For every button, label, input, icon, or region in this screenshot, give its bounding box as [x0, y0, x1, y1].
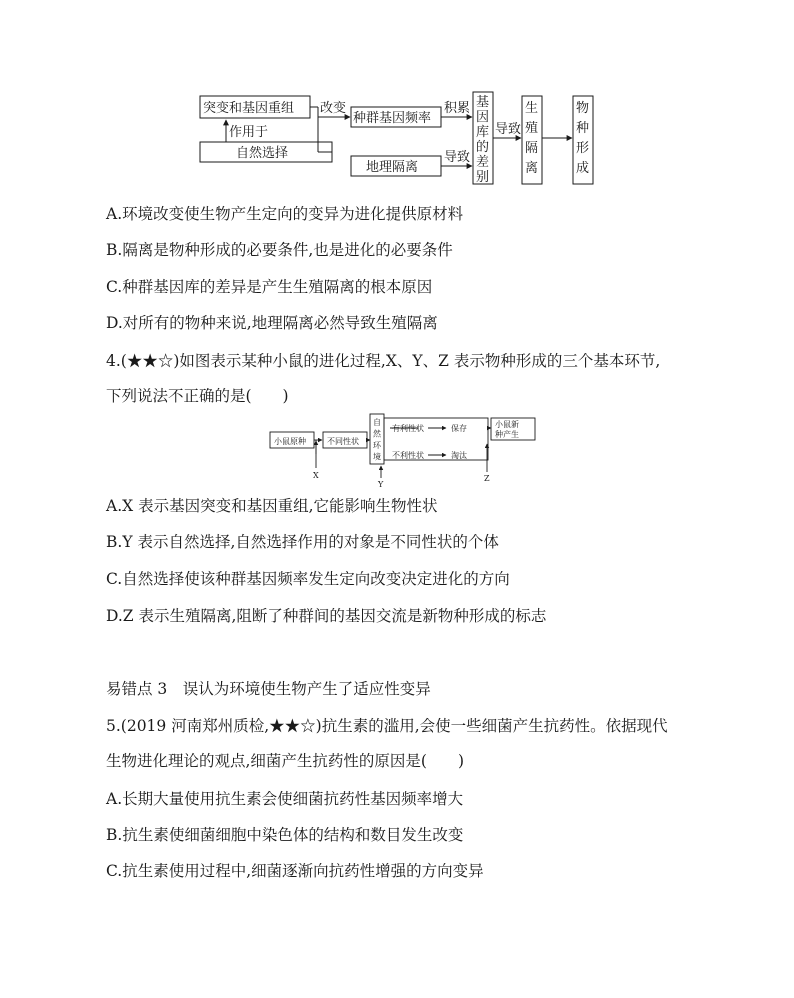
change-label: 改变: [320, 101, 347, 116]
env-column-text: [373, 417, 382, 462]
q5-stem-line1: [106, 716, 668, 736]
origin-box: [270, 432, 314, 448]
genepool-char: 基: [476, 95, 490, 110]
fav-trait-label: 有利性状: [392, 424, 424, 433]
difficulty-star-outline-icon: ☆: [300, 717, 316, 735]
q5-option-b[interactable]: B.抗生素使细菌细胞中染色体的结构和数目发生改变: [106, 826, 464, 844]
q4-prefix: 4.(: [106, 352, 127, 370]
env-char: 然: [373, 429, 381, 439]
traits-label: 不同性状: [327, 437, 359, 446]
q4-stem-line2: 下列说法不正确的是( ): [106, 387, 289, 405]
q5-prefix: 5.(2019 河南郑州质检,: [106, 717, 270, 735]
repro-char: 离: [525, 161, 539, 176]
repro-column-text: [525, 100, 538, 176]
repro-char: 殖: [525, 121, 539, 136]
q4-text: )如图表示某种小鼠的进化过程,X、Y、Z 表示物种形成的三个基本环节,: [173, 352, 661, 370]
keep-label: 保存: [451, 424, 467, 433]
origin-label: 小鼠原种: [274, 437, 306, 446]
eliminate-label: 淘汰: [451, 451, 467, 460]
traits-box: [323, 432, 367, 448]
frequency-label: 种群基因频率: [353, 111, 432, 126]
env-char: 自: [373, 418, 381, 427]
unfav-trait-label: 不利性状: [392, 451, 424, 460]
q3-option-d[interactable]: D.对所有的物种来说,地理隔离必然导致生殖隔离: [106, 314, 438, 332]
env-char: 环: [373, 441, 381, 450]
new-species-line2: 种产生: [495, 430, 519, 439]
q4-option-c[interactable]: C.自然选择使该种群基因频率发生定向改变决定进化的方向: [106, 570, 510, 588]
q5-text: )抗生素的滥用,会使一些细菌产生抗药性。依据现代: [315, 717, 668, 735]
q4-option-a[interactable]: A.X 表示基因突变和基因重组,它能影响生物性状: [106, 497, 438, 515]
genepool-column-text: [476, 95, 489, 185]
lead1-label: 导致: [444, 150, 471, 165]
env-char: 境: [373, 452, 381, 462]
genepool-char: 差: [476, 155, 490, 170]
repro-char: 生: [525, 101, 539, 116]
acts-on-label: 作用于: [229, 125, 269, 140]
genepool-char: 别: [476, 170, 490, 185]
q3-option-a[interactable]: A.环境改变使生物产生定向的变异为进化提供原材料: [106, 205, 464, 223]
new-species-line1: 小鼠新: [495, 420, 519, 429]
difficulty-stars-icon: ★★: [126, 352, 158, 370]
geo-isolation-label: 地理隔离: [366, 160, 419, 175]
species-char: 种: [576, 121, 590, 136]
genepool-char: 的: [476, 140, 490, 155]
q5-option-c[interactable]: C.抗生素使用过程中,细菌逐渐向抗药性增强的方向变异: [106, 862, 484, 880]
lead2-label: 导致: [495, 122, 522, 137]
outcome-frame: [384, 418, 488, 460]
q4-option-d[interactable]: D.Z 表示生殖隔离,阻断了种群间的基因交流是新物种形成的标志: [106, 607, 547, 625]
q4-stem-line1: [106, 351, 660, 371]
difficulty-star-outline-icon: ☆: [157, 352, 174, 370]
speciation-flow-diagram: [0, 0, 794, 200]
new-species-box: [491, 418, 535, 440]
species-char: 成: [576, 161, 590, 176]
z-label: Z: [484, 474, 490, 483]
difficulty-stars-icon: ★★: [269, 717, 301, 735]
mutation-label: 突变和基因重组: [203, 101, 295, 116]
y-label: Y: [378, 480, 384, 489]
selection-label: 自然选择: [236, 146, 289, 161]
genepool-char: 库: [476, 125, 490, 140]
repro-char: 隔: [525, 141, 539, 156]
q4-option-b[interactable]: B.Y 表示自然选择,自然选择作用的对象是不同性状的个体: [106, 533, 499, 551]
q3-option-b[interactable]: B.隔离是物种形成的必要条件,也是进化的必要条件: [106, 241, 453, 259]
section-3-title: 易错点 3 误认为环境使生物产生了适应性变异: [106, 680, 431, 698]
q3-option-c[interactable]: C.种群基因库的差异是产生生殖隔离的根本原因: [106, 278, 433, 296]
accumulate-label: 积累: [444, 101, 471, 116]
species-char: 物: [576, 101, 590, 116]
q5-option-a[interactable]: A.长期大量使用抗生素会使细菌抗药性基因频率增大: [106, 790, 464, 808]
species-column-text: [576, 100, 589, 176]
env-column: [370, 414, 384, 464]
x-label: X: [313, 471, 319, 480]
species-char: 形: [576, 141, 590, 156]
genepool-char: 因: [476, 110, 490, 125]
q5-stem-line2: 生物进化理论的观点,细菌产生抗药性的原因是( ): [106, 752, 465, 770]
